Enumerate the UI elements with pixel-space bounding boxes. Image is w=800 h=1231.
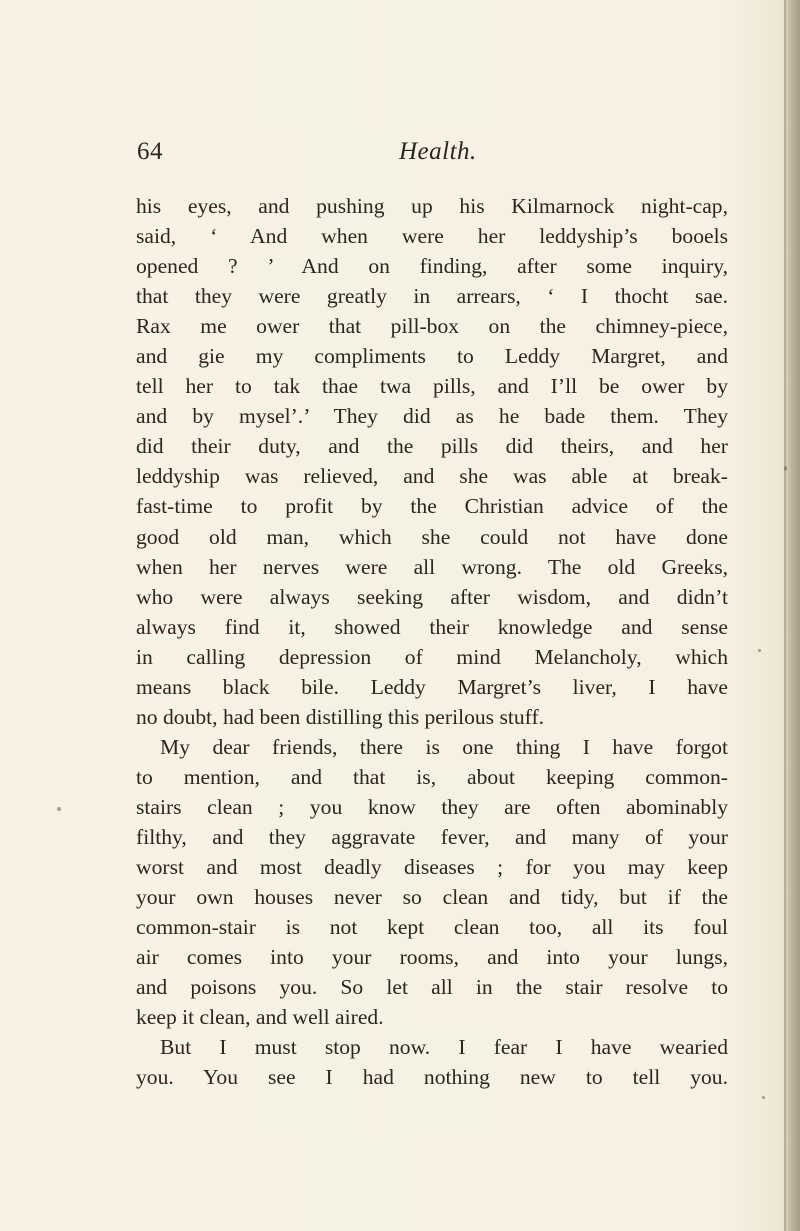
paper-speck — [762, 1096, 765, 1099]
paragraph-end-line: no doubt, had been distilling this perilous stuff. — [136, 704, 545, 729]
text-line: and poisons you. So let all in the stair resolve to — [136, 975, 728, 1000]
text-line: fast-time to profit by the Christian advice of the — [136, 494, 728, 519]
paragraph-start-line: My dear friends, there is one thing I have forgot — [160, 734, 728, 759]
paragraph-end-line: keep it clean, and well aired. — [136, 1005, 384, 1030]
page-number: 64 — [137, 138, 163, 165]
text-line: always find it, showed their knowledge and sense — [136, 614, 728, 639]
text-line: and gie my compliments to Leddy Margret, and — [136, 344, 728, 369]
text-line: to mention, and that is, about keeping common- — [136, 764, 728, 789]
text-line: good old man, which she could not have done — [136, 524, 728, 549]
text-line: your own houses never so clean and tidy, but if the — [136, 885, 728, 910]
text-line: tell her to tak thae twa pills, and I’ll be ower by — [136, 374, 728, 399]
text-line: who were always seeking after wisdom, and didn’t — [136, 584, 728, 609]
text-line: common-stair is not kept clean too, all its foul — [136, 915, 728, 940]
text-line: that they were greatly in arrears, ‘ I thocht sae. — [136, 284, 728, 309]
text-line: his eyes, and pushing up his Kilmarnock night-cap, — [136, 194, 728, 218]
text-line: said, ‘ And when were her leddyship’s booels — [136, 224, 728, 249]
text-line: Rax me ower that pill-box on the chimney-piece, — [136, 314, 728, 339]
text-line: and by mysel’.’ They did as he bade them. They — [136, 404, 728, 429]
text-line: stairs clean ; you know they are often abominably — [136, 794, 728, 819]
text-line: in calling depression of mind Melancholy, which — [136, 644, 728, 669]
paper-speck — [57, 807, 61, 811]
running-head-title: Health. — [399, 138, 477, 165]
body-text — [136, 191, 728, 1092]
paper-speck — [758, 649, 761, 652]
text-line: worst and most deadly diseases ; for you may keep — [136, 855, 728, 880]
running-head — [137, 138, 727, 178]
text-line: filthy, and they aggravate fever, and many of your — [136, 824, 728, 849]
text-line: did their duty, and the pills did theirs, and her — [136, 434, 728, 459]
text-line: means black bile. Leddy Margret’s liver, I have — [136, 674, 728, 699]
paragraph-start-line: But I must stop now. I fear I have wearied — [160, 1035, 728, 1060]
text-line: air comes into your rooms, and into your lungs, — [136, 945, 728, 970]
paper-speck — [784, 466, 787, 471]
text-line: opened ? ’ And on finding, after some inquiry, — [136, 254, 728, 279]
text-line: leddyship was relieved, and she was able at break- — [136, 464, 728, 489]
page-edge — [786, 0, 800, 1231]
text-line: when her nerves were all wrong. The old Greeks, — [136, 554, 728, 579]
text-line: you. You see I had nothing new to tell you. — [136, 1065, 728, 1090]
